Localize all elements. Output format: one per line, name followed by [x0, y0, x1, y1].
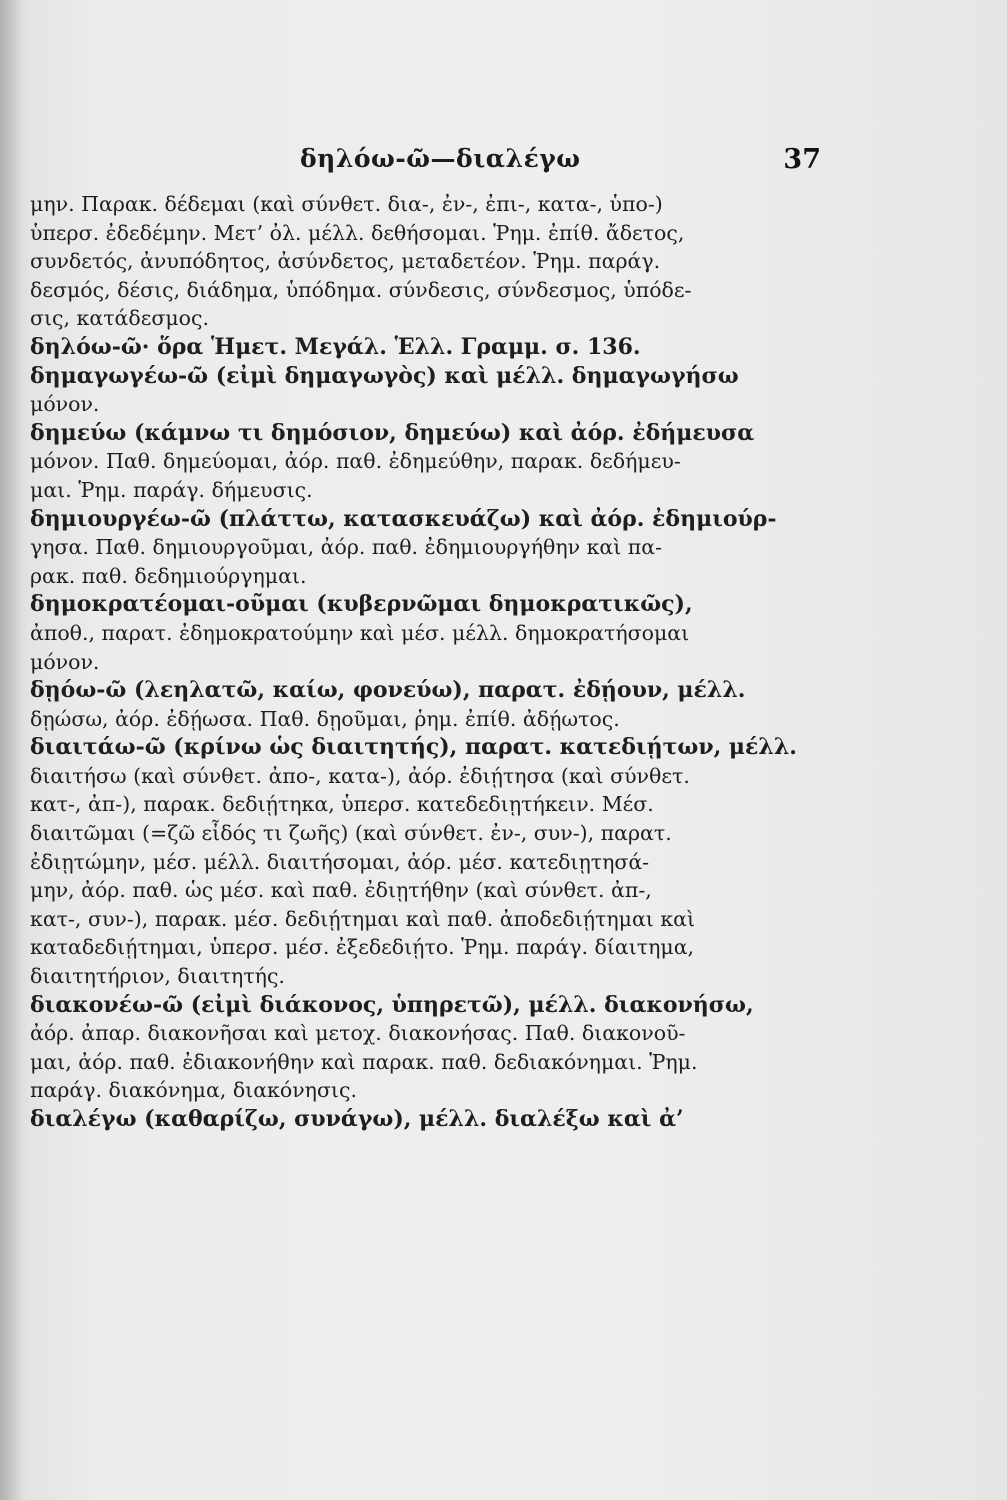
entry-line: δημιουργέω-ῶ (πλάττω, κατασκευάζω) καὶ ἀόρ. ἐδημιούρ-: [30, 505, 777, 532]
text-line: μαι. Ῥημ. παράγ. δήμευσις.: [30, 477, 313, 502]
text-line: δῃώσω, ἀόρ. ἐδῄωσα. Παθ. δῃοῦμαι, ῥημ. ἐπίθ. ἀδῄωτος.: [30, 706, 620, 731]
text-line: δεσμός, δέσις, διάδημα, ὑπόδημα. σύνδεσις, σύνδεσμος, ὑπόδε-: [30, 277, 692, 302]
text-line: μαι, ἀόρ. παθ. ἐδιακονήθην καὶ παρακ. παθ. δεδιακόνημαι. Ῥημ.: [30, 1049, 698, 1074]
text-line: σις, κατάδεσμος.: [30, 306, 210, 331]
text-line: διαιτήσω (καὶ σύνθετ. ἀπο-, κατα-), ἀόρ. ἐδιῄτησα (καὶ σύνθετ.: [30, 763, 690, 788]
dictionary-entries: [30, 190, 820, 1134]
text-line: μην, ἀόρ. παθ. ὡς μέσ. καὶ παθ. ἐδιῃτήθην (καὶ σύνθετ. ἀπ-,: [30, 878, 652, 903]
text-line: ρακ. παθ. δεδημιούργημαι.: [30, 563, 307, 588]
text-line: κατ-, συν-), παρακ. μέσ. δεδιῄτημαι καὶ παθ. ἀποδεδιῄτημαι καὶ: [30, 906, 696, 931]
text-line: μόνον.: [30, 649, 100, 674]
text-line: κατ-, ἀπ-), παρακ. δεδιῄτηκα, ὑπερσ. κατεδεδιῃτήκειν. Μέσ.: [30, 792, 654, 817]
page-edge-shadow: [0, 0, 22, 1500]
text-line: διαιτῶμαι (=ζῶ εἶδός τι ζωῆς) (καὶ σύνθετ. ἐν-, συν-), παρατ.: [30, 821, 672, 846]
running-head: δηλόω-ῶ—διαλέγω: [300, 144, 581, 173]
text-line: ἀόρ. ἀπαρ. διακονῆσαι καὶ μετοχ. διακονήσας. Παθ. διακονοῦ-: [30, 1021, 686, 1046]
text-line: μόνον. Παθ. δημεύομαι, ἀόρ. παθ. ἐδημεύθην, παρακ. δεδήμευ-: [30, 449, 681, 474]
entry-line: δηλόω-ῶ· ὅρα Ἡμετ. Μεγάλ. Ἑλλ. Γραμμ. σ. 136.: [30, 333, 641, 360]
entry-line: διαιτάω-ῶ (κρίνω ὡς διαιτητής), παρατ. κατεδιῄτων, μέλλ.: [30, 734, 797, 761]
text-line: μόνον.: [30, 392, 100, 417]
entry-line: δημαγωγέω-ῶ (εἰμὶ δημαγωγὸς) καὶ μέλλ. δημαγωγήσω: [30, 362, 739, 389]
text-line: καταδεδιῄτημαι, ὑπερσ. μέσ. ἐξεδεδιῄτο. Ῥημ. παράγ. δίαιτημα,: [30, 935, 695, 960]
text-line: παράγ. διακόνημα, διακόνησις.: [30, 1078, 357, 1103]
entry-line: δημοκρατέομαι-οῦμαι (κυβερνῶμαι δημοκρατικῶς),: [30, 591, 693, 618]
entry-line: διακονέω-ῶ (εἰμὶ διάκονος, ὑπηρετῶ), μέλλ. διακονήσω,: [30, 991, 754, 1018]
text-line: γησα. Παθ. δημιουργοῦμαι, ἀόρ. παθ. ἐδημιουργήθην καὶ πα-: [30, 535, 663, 560]
text-line: διαιτητήριον, διαιτητής.: [30, 964, 285, 989]
text-line: μην. Παρακ. δέδεμαι (καὶ σύνθετ. δια-, ἐν-, ἐπι-, κατα-, ὑπο-): [30, 192, 663, 216]
text-line: συνδετός, ἀνυπόδητος, ἀσύνδετος, μεταδετέον. Ῥημ. παράγ.: [30, 249, 661, 274]
text-line: ἀποθ., παρατ. ἐδημοκρατούμην καὶ μέσ. μέλλ. δημοκρατήσομαι: [30, 620, 690, 645]
entry-line: διαλέγω (καθαρίζω, συνάγω), μέλλ. διαλέξω καὶ ἀ’: [30, 1106, 684, 1132]
page-number: 37: [783, 144, 821, 175]
page-header: [0, 140, 1007, 180]
text-line: ἐδιῃτώμην, μέσ. μέλλ. διαιτήσομαι, ἀόρ. μέσ. κατεδιῃτησά-: [30, 849, 650, 874]
entry-line: δημεύω (κάμνω τι δημόσιον, δημεύω) καὶ ἀόρ. ἐδήμευσα: [30, 419, 755, 446]
entry-line: δῃόω-ῶ (λεηλατῶ, καίω, φονεύω), παρατ. ἐδῄουν, μέλλ.: [30, 677, 746, 704]
text-line: ὑπερσ. ἐδεδέμην. Μετ’ ὀλ. μέλλ. δεθήσομαι. Ῥημ. ἐπίθ. ἄδετος,: [30, 220, 685, 245]
